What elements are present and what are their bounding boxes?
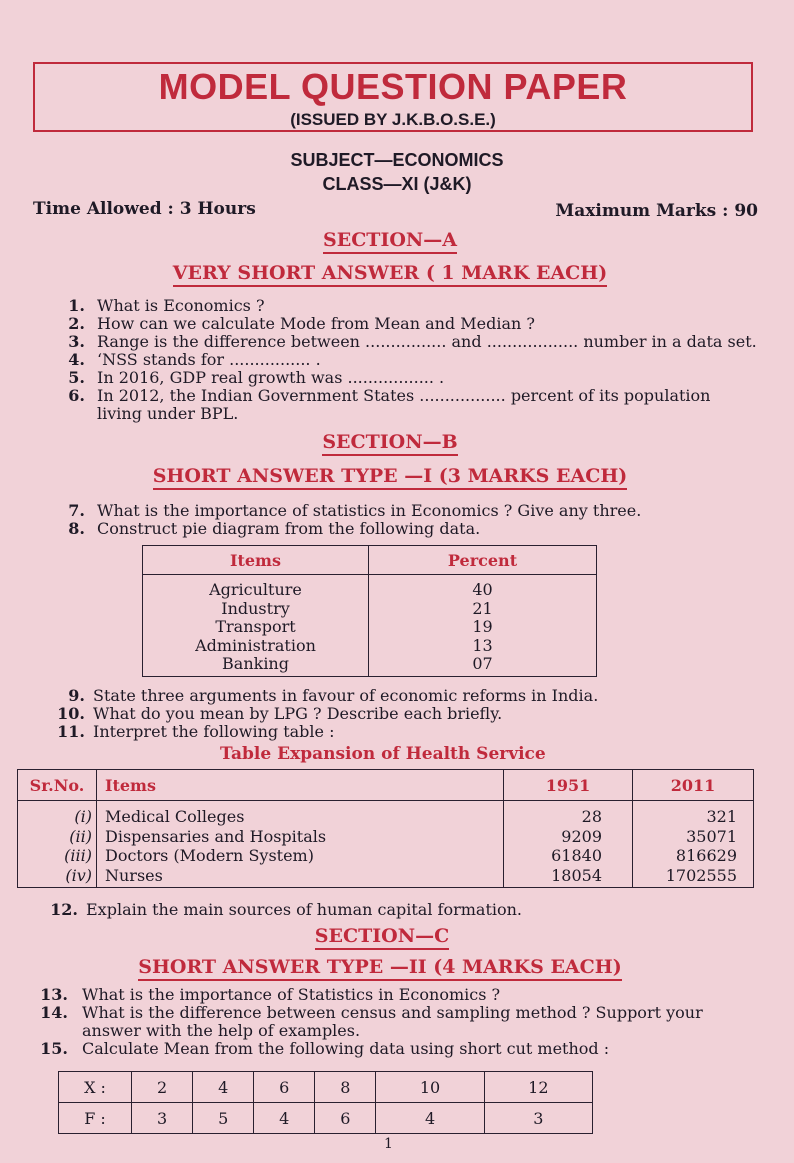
section-a-questions xyxy=(65,297,765,423)
question-12: 12. Explain the main sources of human capital formation. xyxy=(50,900,523,919)
question-4: 4. ‘NSS stands for ................ . xyxy=(68,350,321,369)
question-15: 15. Calculate Mean from the following data using short cut method : xyxy=(40,1039,610,1058)
section-c-heading: SECTION—C xyxy=(0,925,764,947)
x-value-cell: 4 xyxy=(193,1072,254,1103)
section-c-subheading: SHORT ANSWER TYPE —II (4 MARKS EACH) xyxy=(0,956,760,978)
column-header-srno: Sr.No. xyxy=(18,770,97,801)
column-header-1951: 1951 xyxy=(504,770,633,801)
page-title: MODEL QUESTION PAPER xyxy=(158,66,628,107)
questions-13-15 xyxy=(40,986,760,1058)
x-value-cell: 2 xyxy=(132,1072,193,1103)
section-b-subheading: SHORT ANSWER TYPE —I (3 MARKS EACH) xyxy=(0,465,780,487)
questions-7-8 xyxy=(65,502,765,538)
f-value-cell: 4 xyxy=(376,1103,484,1134)
table-row xyxy=(143,575,597,677)
srno-cell: (i) (ii) (iii) (iv) xyxy=(18,801,97,888)
f-value-cell: 5 xyxy=(193,1103,254,1134)
section-a-subheading: VERY SHORT ANSWER ( 1 MARK EACH) xyxy=(0,262,780,284)
f-value-cell: 3 xyxy=(484,1103,592,1134)
table-header-row xyxy=(18,770,754,801)
section-b-heading: SECTION—B xyxy=(0,431,780,453)
health-table-title: Table Expansion of Health Service xyxy=(220,744,546,764)
f-value-cell: 4 xyxy=(254,1103,315,1134)
f-label-cell: F : xyxy=(59,1103,132,1134)
table-row-x xyxy=(59,1072,593,1103)
question-5: 5. In 2016, GDP real growth was ................. . xyxy=(68,368,445,387)
column-header-percent: Percent xyxy=(369,546,597,575)
question-9: 9. State three arguments in favour of economic reforms in India. xyxy=(68,686,599,705)
table-row xyxy=(18,801,754,888)
pie-data-table xyxy=(142,545,597,677)
question-3: 3. Range is the difference between ................ and .................. number in a data set. xyxy=(68,332,757,351)
f-value-cell: 6 xyxy=(315,1103,376,1134)
question-13: 13. What is the importance of Statistics in Economics ? xyxy=(40,985,501,1004)
question-2: 2. How can we calculate Mode from Mean and Median ? xyxy=(68,314,535,333)
question-11: 11. Interpret the following table : xyxy=(57,722,335,741)
values-2011-cell: 321 35071 816629 1702555 xyxy=(633,801,754,888)
page-number: 1 xyxy=(384,1136,393,1152)
items-cell: Medical Colleges Dispensaries and Hospitals Doctors (Modern System) Nurses xyxy=(97,801,504,888)
question-8: 8. Construct pie diagram from the following data. xyxy=(68,519,481,538)
questions-9-11 xyxy=(55,687,775,741)
x-label-cell: X : xyxy=(59,1072,132,1103)
max-marks: Maximum Marks : 90 xyxy=(555,201,758,221)
question-14: 14. What is the difference between census and sampling method ? Support your answer with the help of examples. xyxy=(40,1003,703,1040)
column-header-items: Items xyxy=(143,546,369,575)
title-box xyxy=(33,62,753,132)
table-header-row xyxy=(143,546,597,575)
column-header-2011: 2011 xyxy=(633,770,754,801)
question-10: 10. What do you mean by LPG ? Describe each briefly. xyxy=(57,704,503,723)
x-value-cell: 10 xyxy=(376,1072,484,1103)
question-7: 7. What is the importance of statistics in Economics ? Give any three. xyxy=(68,501,642,520)
question-1: 1. What is Economics ? xyxy=(68,296,265,315)
x-value-cell: 6 xyxy=(254,1072,315,1103)
column-header-items: Items xyxy=(97,770,504,801)
items-cell: Agriculture Industry Transport Administration Banking xyxy=(143,575,369,677)
health-service-table xyxy=(17,769,754,888)
table-row-f xyxy=(59,1103,593,1134)
time-allowed: Time Allowed : 3 Hours xyxy=(33,199,256,219)
subject-line: SUBJECT—ECONOMICS xyxy=(290,150,504,170)
section-a-heading: SECTION—A xyxy=(0,229,780,251)
class-line: CLASS—XI (J&K) xyxy=(322,174,472,194)
issued-by: (ISSUED BY J.K.B.O.S.E.) xyxy=(290,110,496,129)
question-6: 6. In 2012, the Indian Government States ................. percent of its population living under BPL. xyxy=(68,386,711,423)
x-value-cell: 12 xyxy=(484,1072,592,1103)
frequency-table xyxy=(58,1071,593,1134)
percent-cell: 40 21 19 13 07 xyxy=(369,575,597,677)
x-value-cell: 8 xyxy=(315,1072,376,1103)
f-value-cell: 3 xyxy=(132,1103,193,1134)
values-1951-cell: 28 9209 61840 18054 xyxy=(504,801,633,888)
